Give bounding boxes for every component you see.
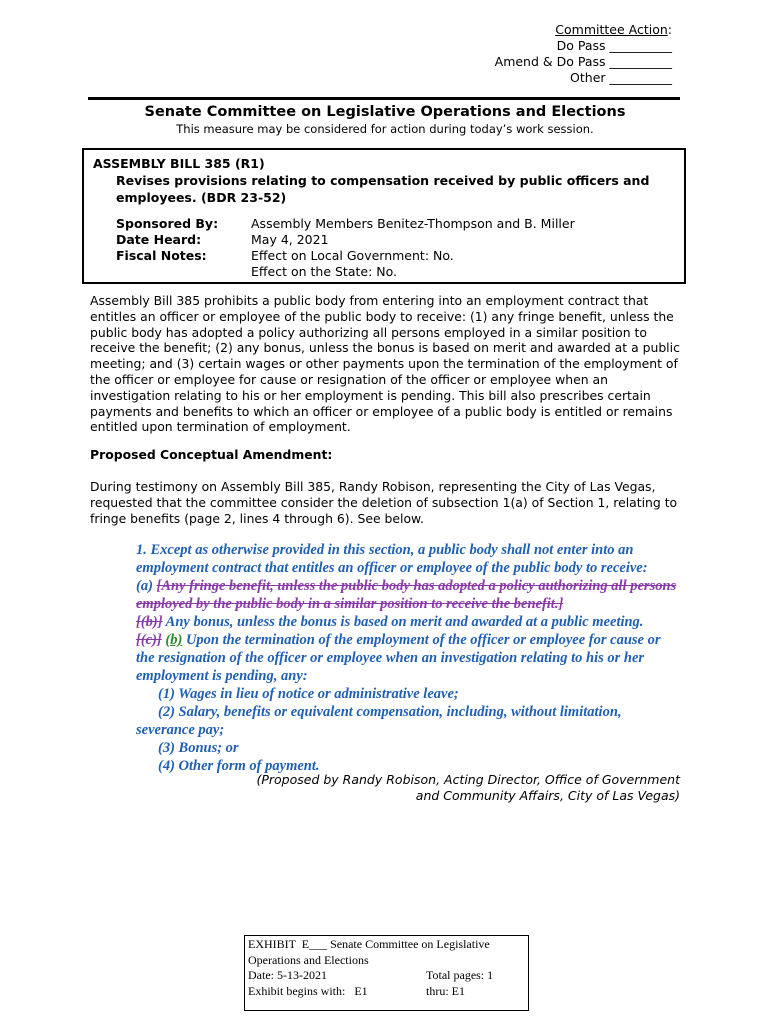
- amendment-item-b: [(b)] Any bonus, unless the bonus is based on merit and awarded at a public meeting.: [136, 614, 644, 630]
- date-value: May 4, 2021: [251, 232, 329, 247]
- do-pass-line: Do Pass __________: [556, 38, 672, 53]
- committee-action-block: [452, 22, 672, 86]
- fiscal-local: Effect on Local Government: No.: [251, 248, 454, 263]
- header-rule: [88, 97, 680, 100]
- proposed-by: [90, 772, 680, 804]
- exhibit-thru: thru: E1: [426, 983, 465, 998]
- date-row: [116, 232, 575, 248]
- fiscal-row: [116, 248, 575, 264]
- amendment-item-a: (a) [Any fringe benefit, unless the public body has adopted a policy authorizing all persons employed by the public body in a similar position to receive the benefit.]: [136, 578, 677, 612]
- bill-description: Revises provisions relating to compensation received by public officers and employees. (BDR 23-52): [116, 173, 650, 205]
- exhibit-date: Date: 5-13-2021: [248, 968, 327, 982]
- proposed-amendment-heading: Proposed Conceptual Amendment:: [90, 447, 333, 462]
- proposed-by-line-2: and Community Affairs, City of Las Vegas): [415, 788, 680, 803]
- struck-label-c: [(c)]: [136, 632, 162, 648]
- date-label: Date Heard:: [116, 232, 202, 247]
- bill-summary: Assembly Bill 385 prohibits a public body from entering into an employment contract that entitles an officer or employee of the public body to receive: (1) any fringe benefit, unless the public body has adopted a policy authorizing all persons employed in a similar position to receive the benefit; (2) any bonus, unless the bonus is based on merit and awarded at a public meeting; and (3) certain wages or other payments upon the termination of the employment of the officer or employee for cause or resignation of the officer or employee when an investigation relating to his or her employment is pending. This bill also prescribes certain payments and benefits to which an officer or employee of a public body is entitled or remains entitled upon termination of employment.: [90, 293, 680, 435]
- page-subtitle: This measure may be considered for action during today’s work session.: [176, 122, 594, 136]
- exhibit-line-2: Operations and Elections: [248, 952, 369, 967]
- bill-info-box: [82, 148, 686, 284]
- new-label-b: (b): [165, 632, 183, 648]
- fiscal-row-2: [116, 264, 575, 280]
- committee-action-label: Committee Action: [555, 22, 668, 37]
- struck-text-a: [Any fringe benefit, unless the public body has adopted a policy authorizing all persons employed by the public body in a similar position to receive the benefit.]: [136, 578, 677, 612]
- amendment-subitem-1: (1) Wages in lieu of notice or administrative leave;: [158, 686, 459, 702]
- sponsor-value: Assembly Members Benitez-Thompson and B. Miller: [251, 216, 575, 231]
- fiscal-label: Fiscal Notes:: [116, 248, 207, 263]
- exhibit-stamp: [244, 935, 529, 1011]
- exhibit-total-pages: Total pages: 1: [426, 968, 494, 982]
- committee-action-heading: Committee Action:: [555, 22, 672, 37]
- amendment-subitem-3: (3) Bonus; or: [158, 740, 239, 756]
- amendment-line-1: 1. Except as otherwise provided in this section, a public body shall not enter into an employment contract that entitles an officer or employee of the public body to receive:: [136, 542, 648, 576]
- amendment-item-c: [(c)] (b) Upon the termination of the employment of the officer or employee for cause or the resignation of the officer or employee when an investigation relating to his or her employment is pending, any:: [136, 632, 661, 684]
- exhibit-line-1: EXHIBIT E___ Senate Committee on Legislative: [248, 937, 490, 951]
- amend-do-pass-line: Amend & Do Pass __________: [494, 54, 672, 69]
- bill-number: ASSEMBLY BILL 385 (R1): [93, 156, 265, 171]
- testimony-paragraph: During testimony on Assembly Bill 385, Randy Robison, representing the City of Las Vegas, requested that the committee consider the deletion of subsection 1(a) of Section 1, relating to fringe benefits (page 2, lines 4 through 6). See below.: [90, 479, 678, 526]
- exhibit-date-row: [248, 968, 525, 984]
- amendment-text: [112, 541, 682, 775]
- bill-info: [116, 216, 575, 280]
- amendment-subitem-4: (4) Other form of payment.: [158, 758, 320, 774]
- proposed-by-line-1: (Proposed by Randy Robison, Acting Director, Office of Government: [256, 772, 680, 787]
- struck-label-b: [(b)]: [136, 614, 163, 630]
- exhibit-begins-row: [248, 984, 525, 1000]
- sponsor-label: Sponsored By:: [116, 216, 219, 231]
- page-title: Senate Committee on Legislative Operations and Elections: [144, 104, 626, 120]
- sponsor-row: [116, 216, 575, 232]
- other-line: Other __________: [570, 70, 672, 85]
- amendment-subitem-2: (2) Salary, benefits or equivalent compensation, including, without limitation, severance pay;: [136, 704, 622, 738]
- fiscal-state: Effect on the State: No.: [251, 264, 398, 279]
- exhibit-begins: Exhibit begins with: E1: [248, 983, 368, 998]
